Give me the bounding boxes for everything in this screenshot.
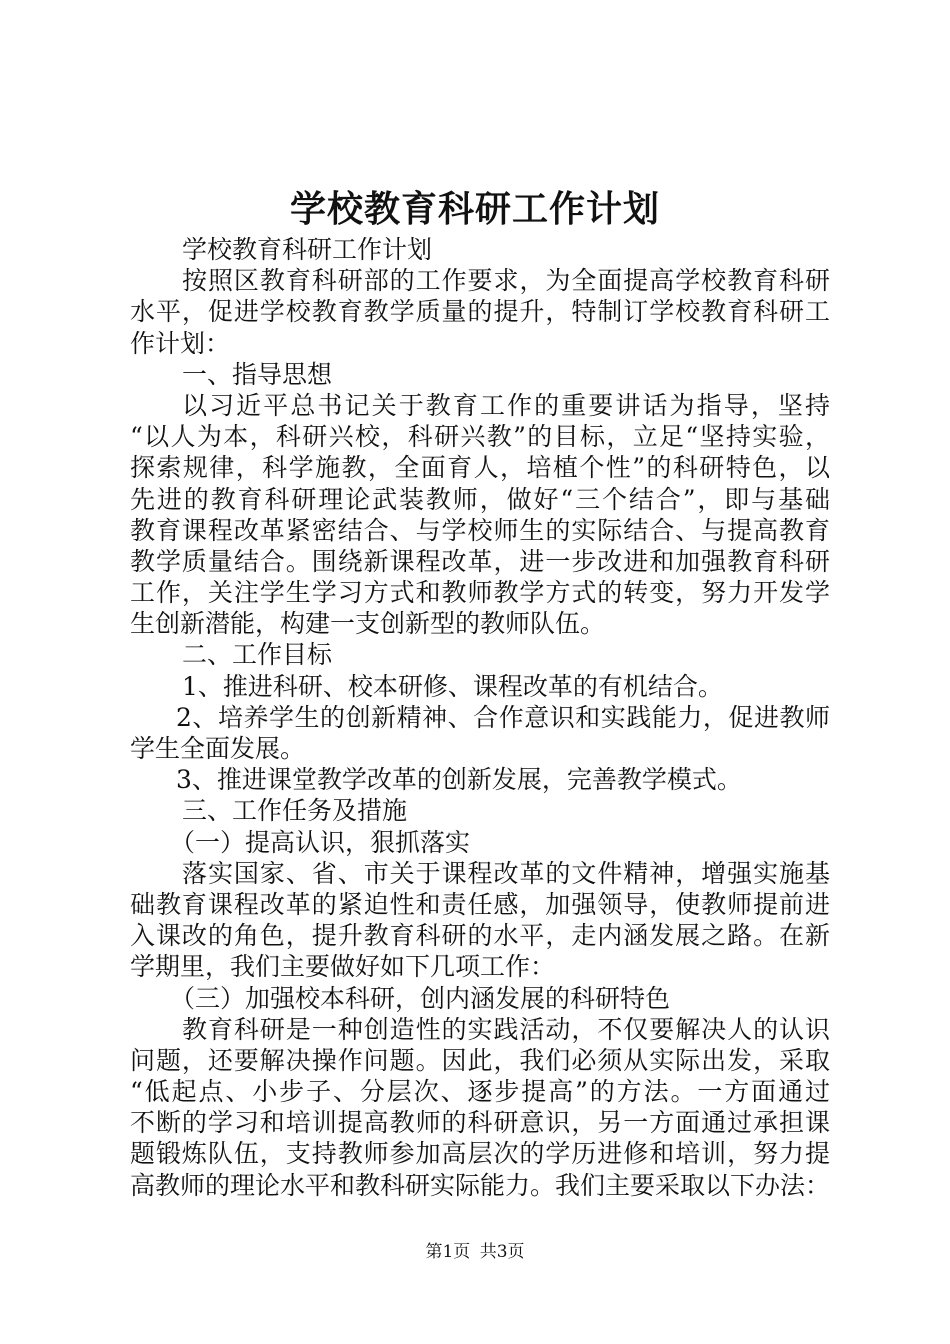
text-line: 学生全面发展。: [130, 734, 306, 763]
text-line: 教育科研是一种创造性的实践活动，不仅要解决人的认识: [182, 1014, 830, 1044]
text-line: 学校教育科研工作计划: [182, 235, 433, 264]
text-line: 生创新潜能，构建一支创新型的教师队伍。: [130, 609, 606, 639]
text-line: 不断的学习和培训提高教师的科研意识，另一方面通过承担课: [130, 1108, 830, 1138]
page-number: 第1页: [425, 1242, 471, 1262]
text-line: 3、推进课堂教学改革的创新发展，完善教学模式。: [176, 765, 742, 795]
text-line: 作计划：: [130, 328, 231, 358]
document-title: 学校教育科研工作计划: [289, 188, 660, 230]
text-line: 问题，还要解决操作问题。因此，我们必须从实际出发，采取: [130, 1045, 830, 1075]
text-line: “低起点、小步子、分层次、逐步提高”的方法。一方面通过: [130, 1077, 830, 1107]
page-total: 共3页: [479, 1242, 525, 1262]
text-line: 三、工作任务及措施: [182, 796, 408, 826]
document-body: [130, 234, 830, 1201]
text-line: （一）提高认识，狠抓落实: [170, 827, 471, 857]
text-line: （三）加强校本科研，创内涵发展的科研特色: [170, 983, 671, 1013]
page-footer: [0, 1240, 950, 1264]
text-line: 学期里，我们主要做好如下几项工作：: [130, 952, 556, 982]
text-line: 2、培养学生的创新精神、合作意识和实践能力，促进教师: [176, 702, 830, 732]
text-line: 础教育课程改革的紧迫性和责任感，加强领导，使教师提前进: [130, 889, 830, 919]
text-line: 先进的教育科研理论武装教师，做好“三个结合”，即与基础: [130, 484, 830, 514]
text-line: 工作，关注学生学习方式和教师教学方式的转变，努力开发学: [130, 578, 830, 608]
text-line: “以人为本，科研兴校，科研兴教”的目标，立足“坚持实验，: [130, 422, 830, 452]
text-line: 按照区教育科研部的工作要求，为全面提高学校教育科研: [182, 266, 830, 296]
text-line: 一、指导思想: [182, 359, 333, 389]
text-line: 教学质量结合。围绕新课程改革，进一步改进和加强教育科研: [130, 546, 830, 576]
text-line: 题锻炼队伍，支持教师参加高层次的学历进修和培训，努力提: [130, 1139, 830, 1169]
text-line: 水平，促进学校教育教学质量的提升，特制订学校教育科研工: [130, 297, 830, 327]
text-line: 入课改的角色，提升教育科研的水平，走内涵发展之路。在新: [130, 921, 830, 951]
text-line: 二、工作目标: [182, 640, 333, 670]
text-line: 以习近平总书记关于教育工作的重要讲话为指导，坚持: [182, 390, 830, 420]
text-line: 教育课程改革紧密结合、与学校师生的实际结合、与提高教育: [130, 515, 830, 545]
text-line: 探索规律，科学施教，全面育人，培植个性”的科研特色，以: [130, 453, 830, 483]
text-line: 高教师的理论水平和教科研实际能力。我们主要采取以下办法：: [130, 1170, 831, 1200]
text-line: 1、推进科研、校本研修、课程改革的有机结合。: [182, 671, 723, 701]
text-line: 落实国家、省、市关于课程改革的文件精神，增强实施基: [182, 858, 830, 888]
